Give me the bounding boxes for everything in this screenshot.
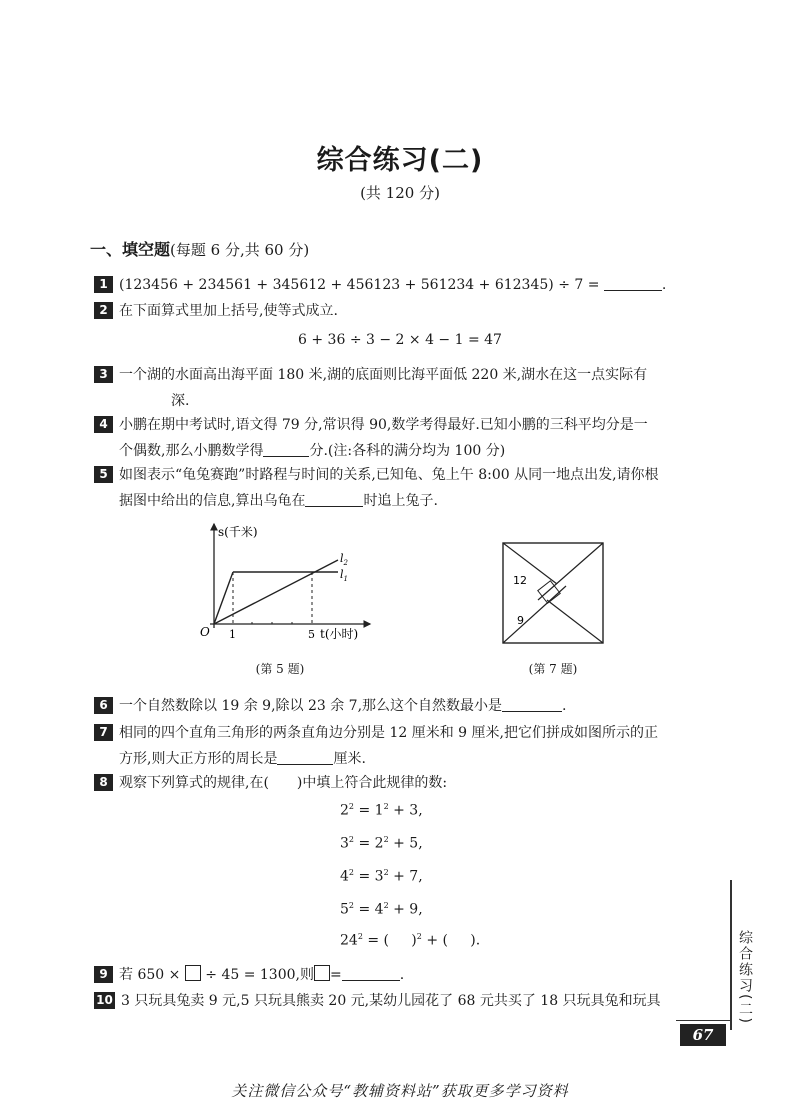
question-text: 一个湖的水面高出海平面 180 米,湖的底面则比海平面低 220 米,湖水在这一点实际有 bbox=[119, 367, 648, 383]
answer-blank[interactable] bbox=[502, 697, 562, 712]
label-12: 12 bbox=[513, 574, 527, 587]
section-note: (每题 6 分,共 60 分) bbox=[170, 241, 310, 259]
question-1 bbox=[94, 272, 714, 298]
section-heading bbox=[90, 237, 309, 260]
question-5 bbox=[94, 462, 714, 514]
page-title: 综合练习(二) bbox=[316, 145, 484, 176]
figure-7-caption: (第 7 题) bbox=[528, 662, 578, 676]
footer-note: 关注微信公众号“教辅资料站”获取更多学习资料 bbox=[231, 1082, 569, 1100]
question-text: 据图中给出的信息,算出乌龟在 bbox=[119, 493, 306, 509]
question-text: 个偶数,那么小鹏数学得 bbox=[119, 443, 264, 459]
question-text: ÷ 45 = 1300,则 bbox=[205, 967, 314, 983]
q8-equation-last: $24^2$ = ( )$^2$ + ( ). bbox=[340, 932, 481, 949]
x-tick-label: 5 bbox=[308, 628, 315, 641]
question-tail: . bbox=[661, 277, 667, 293]
question-number: 6 bbox=[94, 697, 113, 714]
side-label: 综合练习(二) bbox=[737, 930, 753, 1025]
question-2 bbox=[94, 298, 714, 324]
y-axis-label: s(千米) bbox=[218, 525, 258, 539]
question-number: 3 bbox=[94, 366, 113, 383]
question-text: 小鹏在期中考试时,语文得 79 分,常识得 90,数学考得最好.已知小鹏的三科平均分是一 bbox=[119, 417, 648, 433]
question-number: 5 bbox=[94, 466, 113, 483]
question-text: 在下面算式里加上括号,使等式成立. bbox=[119, 303, 338, 319]
question-10 bbox=[94, 988, 714, 1014]
question-2-equation: 6 + 36 ÷ 3 − 2 × 4 − 1 = 47 bbox=[298, 332, 502, 348]
question-tail: . bbox=[399, 967, 405, 983]
question-text: 一个自然数除以 19 余 9,除以 23 余 7,那么这个自然数最小是 bbox=[119, 698, 503, 714]
section-name: 一、填空题 bbox=[90, 240, 171, 259]
answer-blank[interactable] bbox=[263, 442, 309, 457]
question-number: 2 bbox=[94, 302, 113, 319]
figure-7-square bbox=[500, 540, 606, 646]
q8-equation: $4^2 = 3^2 + 7$, bbox=[340, 868, 423, 885]
x-axis-label: t(小时) bbox=[320, 627, 359, 641]
question-text: 分.(注:各科的满分均为 100 分) bbox=[309, 443, 506, 459]
side-rule bbox=[730, 880, 732, 1030]
figure-5-graph bbox=[190, 518, 390, 648]
question-6 bbox=[94, 693, 714, 719]
question-number: 9 bbox=[94, 966, 113, 983]
figure-5-caption: (第 5 题) bbox=[255, 662, 305, 676]
question-3 bbox=[94, 362, 714, 414]
question-tail: . bbox=[562, 698, 567, 714]
line-l2-label: $l_2$ bbox=[340, 552, 348, 567]
question-text: 相同的四个直角三角形的两条直角边分别是 12 厘米和 9 厘米,把它们拼成如图所示的正 bbox=[119, 725, 658, 741]
question-number: 8 bbox=[94, 774, 113, 791]
question-number: 4 bbox=[94, 416, 113, 433]
empty-box[interactable] bbox=[314, 965, 330, 981]
question-number: 7 bbox=[94, 724, 113, 741]
question-text: 厘米. bbox=[333, 751, 366, 767]
question-number: 10 bbox=[94, 992, 115, 1009]
question-text: 方形,则大正方形的周长是 bbox=[119, 751, 278, 767]
question-8 bbox=[94, 770, 714, 796]
answer-blank[interactable] bbox=[305, 492, 363, 507]
q8-equation: $2^2 = 1^2 + 3$, bbox=[340, 802, 423, 819]
question-text: 观察下列算式的规律,在( )中填上符合此规律的数: bbox=[119, 775, 448, 791]
page-subtitle: (共 120 分) bbox=[360, 184, 440, 202]
question-text: = bbox=[329, 967, 342, 983]
x-tick-label: 1 bbox=[229, 628, 236, 641]
answer-blank[interactable] bbox=[342, 966, 400, 981]
q8-equation: $3^2 = 2^2 + 5$, bbox=[340, 835, 423, 852]
label-9: 9 bbox=[517, 614, 524, 627]
question-text: 时追上兔子. bbox=[363, 493, 438, 509]
question-text: (123456 + 234561 + 345612 + 456123 + 561234 + 612345) ÷ 7 = bbox=[119, 277, 600, 293]
question-9 bbox=[94, 962, 714, 988]
page-number: 67 bbox=[680, 1024, 726, 1046]
answer-blank[interactable] bbox=[277, 750, 333, 765]
question-text: 若 650 × bbox=[119, 967, 181, 983]
answer-blank[interactable] bbox=[604, 276, 662, 291]
empty-box[interactable] bbox=[185, 965, 201, 981]
page-rule bbox=[676, 1020, 732, 1021]
question-number: 1 bbox=[94, 276, 113, 293]
origin-label: O bbox=[200, 625, 210, 639]
question-tail: 深. bbox=[171, 393, 190, 409]
line-l1-label: $l_1$ bbox=[340, 568, 348, 583]
q8-equation: $5^2 = 4^2 + 9$, bbox=[340, 901, 423, 918]
question-text: 如图表示“龟兔赛跑”时路程与时间的关系,已知龟、兔上午 8:00 从同一地点出发,请你根 bbox=[119, 467, 659, 483]
question-text: 3 只玩具兔卖 9 元,5 只玩具熊卖 20 元,某幼儿园花了 68 元共买了 18 只玩具兔和玩具 bbox=[121, 993, 661, 1009]
question-7 bbox=[94, 720, 714, 772]
question-4 bbox=[94, 412, 714, 464]
